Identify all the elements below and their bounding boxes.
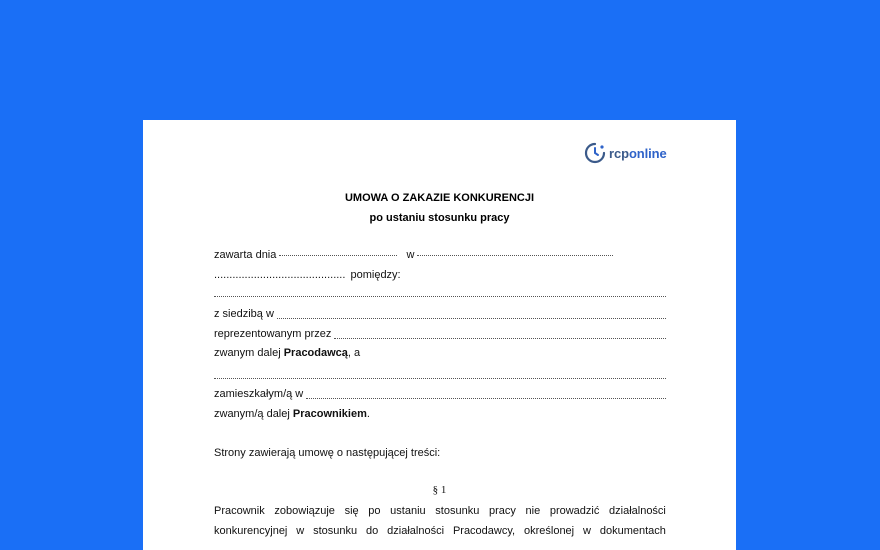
label-zwanym: zwanym dalej bbox=[214, 347, 281, 359]
paragraph-word: ustaniu bbox=[390, 505, 426, 517]
label-w: w bbox=[406, 249, 415, 261]
term-pracownik: Pracownikiem bbox=[292, 408, 367, 420]
paragraph-word: konkurencyjnej bbox=[214, 525, 288, 537]
line-zamieszkalym bbox=[214, 388, 666, 400]
fill-date bbox=[279, 254, 397, 256]
line-pracodawca bbox=[214, 347, 360, 359]
document-page bbox=[143, 120, 736, 550]
brand-part2: online bbox=[628, 145, 667, 161]
brand-logo bbox=[584, 142, 667, 164]
line-pomiedzy bbox=[214, 269, 401, 281]
label-siedziba: z siedzibą w bbox=[214, 308, 274, 320]
paragraph-line-2 bbox=[214, 525, 666, 537]
label-pomiedzy: pomiędzy: bbox=[350, 269, 401, 281]
paragraph-word: dokumentach bbox=[599, 525, 666, 537]
paragraph-word: w bbox=[583, 525, 591, 537]
clock-icon bbox=[584, 142, 606, 164]
paragraph-word: nie bbox=[525, 505, 541, 517]
paragraph-word: prowadzić bbox=[549, 505, 600, 517]
line-siedziba bbox=[214, 308, 666, 320]
paragraph-word: określonej bbox=[523, 525, 575, 537]
paragraph-line-1 bbox=[214, 505, 666, 517]
brand-part1: rcp bbox=[609, 145, 629, 161]
label-zawarta: zawarta dnia bbox=[214, 249, 277, 261]
fill-employer-name bbox=[214, 296, 666, 297]
fill-zamieszkalym bbox=[306, 397, 666, 399]
paragraph-word: stosunku bbox=[313, 525, 358, 537]
dots-date: ........................................... bbox=[214, 269, 346, 281]
paragraph-word: zobowiązuje bbox=[274, 505, 335, 517]
fill-reprezentowanym bbox=[334, 337, 666, 339]
fill-place bbox=[417, 254, 613, 256]
line-pracownik bbox=[214, 408, 370, 420]
label-zwanym2: zwanym/ą dalej bbox=[214, 408, 290, 420]
label-reprezentowanym: reprezentowanym przez bbox=[214, 328, 332, 340]
document-subtitle: po ustaniu stosunku pracy bbox=[369, 212, 510, 224]
paragraph-word: do bbox=[366, 525, 379, 537]
paragraph-word: pracy bbox=[488, 505, 516, 517]
paragraph-number: § 1 bbox=[432, 484, 447, 496]
paragraph-word: po bbox=[368, 505, 381, 517]
line-reprezentowanym bbox=[214, 328, 666, 340]
paragraph-word: działalności bbox=[609, 505, 666, 517]
paragraph-word: Pracodawcy, bbox=[452, 525, 516, 537]
paragraph-word: stosunku bbox=[435, 505, 480, 517]
label-zamieszkalym: zamieszkałym/ą w bbox=[214, 388, 304, 400]
paragraph-word: w bbox=[296, 525, 305, 537]
label-zwanym-suffix: , a bbox=[347, 347, 361, 359]
fill-siedziba bbox=[277, 317, 666, 319]
term-pracodawca: Pracodawcą bbox=[283, 347, 348, 359]
paragraph-word: Pracownik bbox=[214, 505, 265, 517]
line-strony: Strony zawierają umowę o następującej treści: bbox=[214, 447, 441, 459]
paragraph-word: się bbox=[344, 505, 359, 517]
fill-employee-name bbox=[214, 378, 666, 379]
paragraph-word: działalności bbox=[387, 525, 445, 537]
document-title: UMOWA O ZAKAZIE KONKURENCJI bbox=[344, 192, 535, 204]
label-zwanym2-suffix: . bbox=[366, 408, 370, 420]
line-zawarta bbox=[214, 249, 613, 261]
